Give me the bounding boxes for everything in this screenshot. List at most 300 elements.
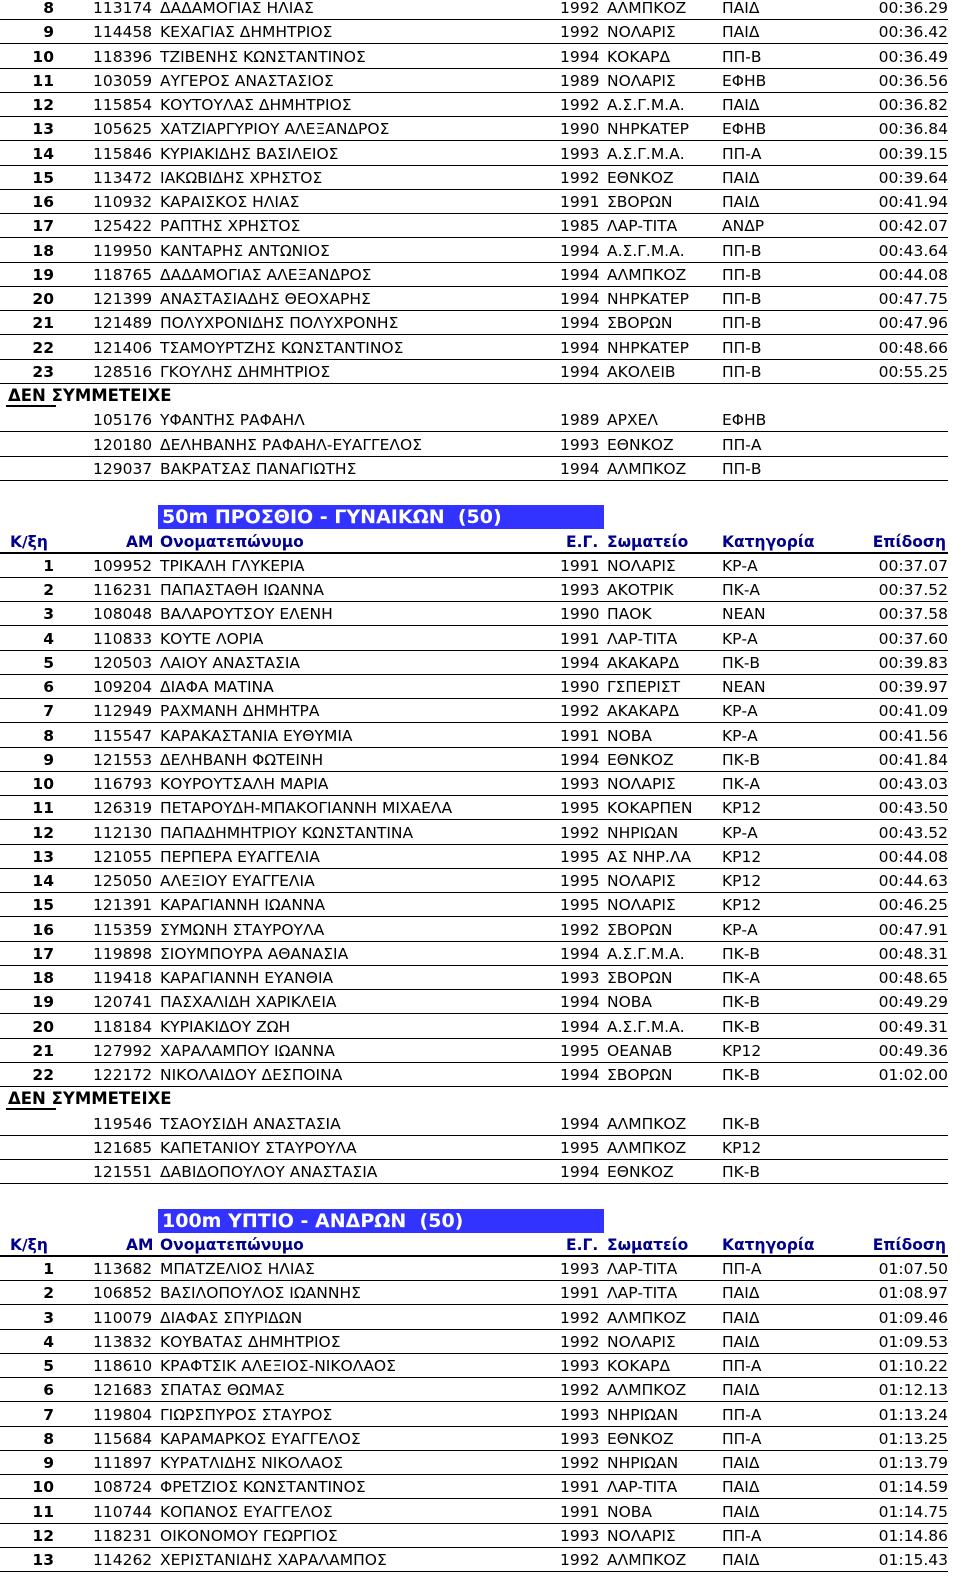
result-row xyxy=(0,651,960,675)
category-cell: ΠΚ-Α xyxy=(722,969,761,987)
result-row xyxy=(0,578,960,602)
am-cell: 121391 xyxy=(93,896,153,915)
year-cell: 1994 xyxy=(560,241,600,260)
club-cell: ΝΟΒΑ xyxy=(607,726,653,745)
club-cell: ΑΛΜΠΚΟΖ xyxy=(607,1381,687,1400)
am-cell: 118396 xyxy=(93,47,153,66)
am-cell: 118765 xyxy=(93,265,153,284)
year-cell: 1991 xyxy=(560,726,600,745)
result-row xyxy=(0,263,960,287)
year-cell: 1994 xyxy=(560,944,600,963)
year-cell: 1993 xyxy=(560,435,600,454)
am-cell: 110744 xyxy=(93,1502,153,1521)
name-cell: ΔΑΒΙΔΟΠΟΥΛΟΥ ΑΝΑΣΤΑΣΙΑ xyxy=(160,1163,378,1181)
am-cell: 118184 xyxy=(93,1017,153,1036)
column-header-row xyxy=(0,1233,960,1257)
result-row xyxy=(0,360,960,384)
time-cell: 00:44.08 xyxy=(878,265,948,284)
name-cell: ΧΑΡΑΛΑΜΠΟΥ ΙΩΑΝΝΑ xyxy=(160,1041,335,1060)
rank-cell: 3 xyxy=(43,605,54,624)
am-cell: 119950 xyxy=(93,241,153,260)
header-name: Ονοματεπώνυμο xyxy=(160,1235,304,1254)
category-cell: ΠΚ-Β xyxy=(722,944,761,963)
rank-cell: 1 xyxy=(43,556,54,575)
category-cell: ΕΦΗΒ xyxy=(722,71,767,90)
category-cell: ΚΡ12 xyxy=(722,1041,762,1060)
name-cell: ΠΕΡΠΕΡΑ ΕΥΑΓΓΕΛΙΑ xyxy=(160,847,320,866)
result-row xyxy=(0,675,960,699)
name-cell: ΔΕΛΗΒΑΝΗΣ ΡΑΦΑΗΛ-ΕΥΑΓΓΕΛΟΣ xyxy=(160,435,422,454)
rank-cell: 15 xyxy=(32,168,54,187)
am-cell: 105625 xyxy=(93,120,153,139)
result-row xyxy=(0,311,960,335)
name-cell: ΚΑΡΑΚΑΣΤΑΝΙΑ ΕΥΘΥΜΙΑ xyxy=(160,726,353,745)
club-cell: ΝΗΡΚΑΤΕΡ xyxy=(607,338,689,357)
time-cell: 00:36.49 xyxy=(878,47,948,66)
did-not-participate-label: ΔΕΝ ΣΥΜΜΕΤΕΙΧΕ xyxy=(8,386,172,405)
name-cell: ΤΖΙΒΕΝΗΣ ΚΩΝΣΤΑΝΤΙΝΟΣ xyxy=(160,47,366,66)
result-row xyxy=(0,602,960,626)
name-cell: ΓΚΟΥΛΗΣ ΔΗΜΗΤΡΙΟΣ xyxy=(160,362,331,381)
name-cell: ΚΟΥΡΟΥΤΣΑΛΗ ΜΑΡΙΑ xyxy=(160,775,329,793)
am-cell: 121553 xyxy=(93,750,153,769)
name-cell: ΤΣΑΟΥΣΙΔΗ ΑΝΑΣΤΑΣΙΑ xyxy=(160,1114,341,1133)
year-cell: 1995 xyxy=(560,847,600,866)
club-cell: ΝΟΒΑ xyxy=(607,993,653,1012)
club-cell: ΕΘΝΚΟΖ xyxy=(607,435,674,454)
category-cell: ΠΑΙΔ xyxy=(722,1478,760,1497)
rank-cell: 19 xyxy=(32,265,54,284)
category-cell: ΚΡ12 xyxy=(722,896,762,915)
time-cell: 01:14.86 xyxy=(878,1526,948,1545)
club-cell: ΝΗΡΚΑΤΕΡ xyxy=(607,120,689,139)
club-cell: ΝΟΛΑΡΙΣ xyxy=(607,71,676,90)
time-cell: 00:41.84 xyxy=(878,750,948,769)
time-cell: 00:49.31 xyxy=(878,1017,948,1036)
am-cell: 115684 xyxy=(93,1429,153,1448)
time-cell: 01:02.00 xyxy=(878,1066,948,1084)
am-cell: 115846 xyxy=(93,144,153,163)
category-cell: ΠΑΙΔ xyxy=(722,168,760,187)
club-cell: ΝΟΛΑΡΙΣ xyxy=(607,1332,676,1351)
result-row xyxy=(0,20,960,44)
rank-cell: 3 xyxy=(43,1308,54,1327)
result-row xyxy=(0,336,960,360)
time-cell: 00:44.63 xyxy=(878,872,948,890)
club-cell: Α.Σ.Γ.Μ.Α. xyxy=(607,96,685,114)
category-cell: ΚΡ-Α xyxy=(722,702,758,721)
time-cell: 01:14.59 xyxy=(878,1478,948,1497)
club-cell: ΑΛΜΠΚΟΖ xyxy=(607,459,687,478)
result-row xyxy=(0,1039,960,1063)
am-cell: 110833 xyxy=(93,629,153,648)
am-cell: 116231 xyxy=(93,581,153,599)
club-cell: ΑΚΑΚΑΡΔ xyxy=(607,702,680,721)
time-cell: 00:39.97 xyxy=(878,678,948,696)
result-row xyxy=(0,1475,960,1499)
header-performance: Επίδοση xyxy=(872,1235,946,1254)
rank-cell: 20 xyxy=(32,290,54,308)
club-cell: ΝΟΛΑΡΙΣ xyxy=(607,1526,676,1545)
time-cell: 00:46.25 xyxy=(878,896,948,915)
club-cell: ΑΚΟΤΡΙΚ xyxy=(607,581,674,599)
result-row xyxy=(0,1427,960,1451)
year-cell: 1993 xyxy=(560,969,600,987)
am-cell: 113832 xyxy=(93,1332,153,1351)
name-cell: ΑΛΕΞΙΟΥ ΕΥΑΓΓΕΛΙΑ xyxy=(160,872,315,890)
result-row xyxy=(0,1403,960,1427)
name-cell: ΚΡΑΦΤΣΙΚ ΑΛΕΞΙΟΣ-ΝΙΚΟΛΑΟΣ xyxy=(160,1357,396,1375)
am-cell: 109952 xyxy=(93,556,153,575)
rank-cell: 9 xyxy=(43,23,54,42)
name-cell: ΚΕΧΑΓΙΑΣ ΔΗΜΗΤΡΙΟΣ xyxy=(160,23,333,42)
club-cell: ΣΒΟΡΩΝ xyxy=(607,1066,673,1084)
label-underline xyxy=(6,405,56,407)
club-cell: ΛΑΡ-ΤΙΤΑ xyxy=(607,1478,678,1497)
column-header-row xyxy=(0,530,960,554)
category-cell: ΚΡ12 xyxy=(722,799,762,818)
year-cell: 1992 xyxy=(560,168,600,187)
rank-cell: 17 xyxy=(32,217,54,236)
name-cell: ΑΝΑΣΤΑΣΙΑΔΗΣ ΘΕΟΧΑΡΗΣ xyxy=(160,290,371,308)
year-cell: 1992 xyxy=(560,823,600,842)
name-cell: ΚΟΠΑΝΟΣ ΕΥΑΓΓΕΛΟΣ xyxy=(160,1502,333,1521)
year-cell: 1991 xyxy=(560,556,600,575)
name-cell: ΚΑΠΕΤΑΝΙΟΥ ΣΤΑΥΡΟΥΛΑ xyxy=(160,1138,357,1157)
category-cell: ΠΚ-Β xyxy=(722,653,761,672)
am-cell: 120180 xyxy=(93,435,153,454)
result-row xyxy=(0,1548,960,1572)
club-cell: ΕΘΝΚΟΖ xyxy=(607,1163,674,1181)
club-cell: ΕΘΝΚΟΖ xyxy=(607,750,674,769)
category-cell: ΠΑΙΔ xyxy=(722,1551,760,1569)
time-cell: 00:48.31 xyxy=(878,944,948,963)
result-row xyxy=(0,724,960,748)
category-cell: ΠΑΙΔ xyxy=(722,0,760,17)
name-cell: ΚΥΡΙΑΚΙΔΗΣ ΒΑΣΙΛΕΙΟΣ xyxy=(160,144,339,163)
category-cell: ΠΑΙΔ xyxy=(722,96,760,114)
name-cell: ΑΥΓΕΡΟΣ ΑΝΑΣΤΑΣΙΟΣ xyxy=(160,71,334,90)
name-cell: ΔΕΛΗΒΑΝΗ ΦΩΤΕΙΝΗ xyxy=(160,750,324,769)
club-cell: ΣΒΟΡΩΝ xyxy=(607,193,673,211)
did-not-participate-label: ΔΕΝ ΣΥΜΜΕΤΕΙΧΕ xyxy=(8,1089,172,1109)
time-cell: 01:09.46 xyxy=(878,1308,948,1327)
am-cell: 112949 xyxy=(93,702,153,721)
am-cell: 105176 xyxy=(93,411,153,430)
rank-cell: 2 xyxy=(43,581,54,599)
time-cell: 00:41.56 xyxy=(878,726,948,745)
header-name: Ονοματεπώνυμο xyxy=(160,532,304,551)
am-cell: 125422 xyxy=(93,217,153,236)
rank-cell: 19 xyxy=(32,993,54,1012)
rank-cell: 8 xyxy=(43,0,54,17)
event-title: 100m ΥΠΤΙΟ - ΑΝΔΡΩΝ (50) xyxy=(158,1209,604,1233)
category-cell: ΠΠ-Α xyxy=(722,1405,762,1424)
row-divider xyxy=(0,1571,948,1572)
club-cell: ΝΗΡΙΩΑΝ xyxy=(607,1405,679,1424)
header-year: Ε.Γ. xyxy=(566,1235,599,1254)
club-cell: Α.Σ.Γ.Μ.Α. xyxy=(607,1017,685,1036)
club-cell: ΚΟΚΑΡΔ xyxy=(607,47,671,66)
category-cell: ΝΕΑΝ xyxy=(722,605,766,624)
am-cell: 114458 xyxy=(93,23,153,42)
name-cell: ΔΙΑΦΑ ΜΑΤΙΝΑ xyxy=(160,678,274,696)
year-cell: 1990 xyxy=(560,678,600,696)
year-cell: 1992 xyxy=(560,702,600,721)
year-cell: 1994 xyxy=(560,1114,600,1133)
name-cell: ΛΑΙΟΥ ΑΝΑΣΤΑΣΙΑ xyxy=(160,653,301,672)
rank-cell: 14 xyxy=(32,144,54,163)
category-cell: ΠΑΙΔ xyxy=(722,193,760,211)
time-cell: 00:44.08 xyxy=(878,847,948,866)
name-cell: ΠΑΣΧΑΛΙΔΗ ΧΑΡΙΚΛΕΙΑ xyxy=(160,993,337,1012)
result-row xyxy=(0,1330,960,1354)
time-cell: 01:09.53 xyxy=(878,1332,948,1351)
name-cell: ΚΑΡΑΙΣΚΟΣ ΗΛΙΑΣ xyxy=(160,193,300,211)
result-row xyxy=(0,69,960,93)
result-row xyxy=(0,1063,960,1087)
am-cell: 126319 xyxy=(93,799,153,818)
event-title: 50m ΠΡΟΣΘΙΟ - ΓΥΝΑΙΚΩΝ (50) xyxy=(158,505,604,529)
rank-cell: 12 xyxy=(32,96,54,114)
name-cell: ΤΡΙΚΑΛΗ ΓΛΥΚΕΡΙΑ xyxy=(160,556,305,575)
result-row xyxy=(0,457,960,481)
am-cell: 109204 xyxy=(93,678,153,696)
result-row xyxy=(0,408,960,432)
year-cell: 1992 xyxy=(560,920,600,939)
time-cell: 00:37.52 xyxy=(878,581,948,599)
result-row xyxy=(0,190,960,214)
row-divider xyxy=(0,480,948,481)
rank-cell: 17 xyxy=(32,944,54,963)
year-cell: 1994 xyxy=(560,290,600,308)
category-cell: ΠΠ-Α xyxy=(722,1526,762,1545)
am-cell: 103059 xyxy=(93,71,153,90)
result-row xyxy=(0,239,960,263)
category-cell: ΠΠ-Α xyxy=(722,1260,762,1278)
time-cell: 00:43.64 xyxy=(878,241,948,260)
time-cell: 00:43.03 xyxy=(878,775,948,793)
category-cell: ΠΠ-Β xyxy=(722,362,762,381)
name-cell: ΥΦΑΝΤΗΣ ΡΑΦΑΗΛ xyxy=(160,411,305,430)
result-row xyxy=(0,1281,960,1305)
club-cell: ΛΑΡ-ΤΙΤΑ xyxy=(607,1260,678,1278)
result-row xyxy=(0,93,960,117)
time-cell: 01:13.79 xyxy=(878,1454,948,1472)
club-cell: ΝΟΛΑΡΙΣ xyxy=(607,775,676,793)
am-cell: 119898 xyxy=(93,944,153,963)
name-cell: ΠΕΤΑΡΟΥΔΗ-ΜΠΑΚΟΓΙΑΝΝΗ ΜΙΧΑΕΛΑ xyxy=(160,799,453,818)
club-cell: Α.Σ.Γ.Μ.Α. xyxy=(607,241,685,260)
year-cell: 1994 xyxy=(560,338,600,357)
am-cell: 121489 xyxy=(93,314,153,333)
category-cell: ΠΑΙΔ xyxy=(722,1381,760,1400)
am-cell: 122172 xyxy=(93,1066,153,1084)
rank-cell: 13 xyxy=(32,847,54,866)
time-cell: 00:47.96 xyxy=(878,314,948,333)
rank-cell: 22 xyxy=(32,338,54,357)
year-cell: 1989 xyxy=(560,71,600,90)
year-cell: 1994 xyxy=(560,47,600,66)
rank-cell: 10 xyxy=(32,775,54,793)
time-cell: 00:36.42 xyxy=(878,23,948,42)
time-cell: 00:36.82 xyxy=(878,96,948,114)
rank-cell: 21 xyxy=(32,314,54,333)
category-cell: ΠΠ-Α xyxy=(722,1429,762,1448)
result-row xyxy=(0,117,960,141)
am-cell: 112130 xyxy=(93,823,153,842)
category-cell: ΠΚ-Β xyxy=(722,1114,761,1133)
am-cell: 115854 xyxy=(93,96,153,114)
result-row xyxy=(0,1354,960,1378)
name-cell: ΔΑΔΑΜΟΓΙΑΣ ΗΛΙΑΣ xyxy=(160,0,314,17)
club-cell: ΑΛΜΠΚΟΖ xyxy=(607,1551,687,1569)
result-row xyxy=(0,796,960,820)
result-row xyxy=(0,893,960,917)
time-cell: 00:43.50 xyxy=(878,799,948,818)
year-cell: 1994 xyxy=(560,459,600,478)
category-cell: ΠΠ-Β xyxy=(722,314,762,333)
result-row xyxy=(0,142,960,166)
name-cell: ΧΑΤΖΙΑΡΓΥΡΙΟΥ ΑΛΕΞΑΝΔΡΟΣ xyxy=(160,120,390,139)
result-row xyxy=(0,942,960,966)
year-cell: 1994 xyxy=(560,1163,600,1181)
year-cell: 1994 xyxy=(560,993,600,1012)
year-cell: 1995 xyxy=(560,1041,600,1060)
category-cell: ΚΡ-Α xyxy=(722,920,758,939)
result-row xyxy=(0,772,960,796)
category-cell: ΠΠ-Β xyxy=(722,241,762,260)
time-cell: 00:39.64 xyxy=(878,168,948,187)
time-cell: 01:13.24 xyxy=(878,1405,948,1424)
category-cell: ΚΡ12 xyxy=(722,847,762,866)
name-cell: ΧΕΡΙΣΤΑΝΙΔΗΣ ΧΑΡΑΛΑΜΠΟΣ xyxy=(160,1551,387,1569)
rank-cell: 4 xyxy=(43,1332,54,1351)
result-row xyxy=(0,1015,960,1039)
year-cell: 1990 xyxy=(560,120,600,139)
name-cell: ΜΠΑΤΖΕΛΙΟΣ ΗΛΙΑΣ xyxy=(160,1260,315,1278)
result-row xyxy=(0,433,960,457)
result-row xyxy=(0,1257,960,1281)
year-cell: 1994 xyxy=(560,1066,600,1084)
time-cell: 01:07.50 xyxy=(878,1260,948,1278)
club-cell: ΣΒΟΡΩΝ xyxy=(607,920,673,939)
header-performance: Επίδοση xyxy=(872,532,946,551)
club-cell: ΟΕΑΝΑΒ xyxy=(607,1041,673,1060)
result-row xyxy=(0,699,960,723)
category-cell: ΚΡ-Α xyxy=(722,823,758,842)
club-cell: ΑΛΜΠΚΟΖ xyxy=(607,1114,687,1133)
rank-cell: 9 xyxy=(43,1454,54,1472)
result-row xyxy=(0,0,960,20)
result-row xyxy=(0,845,960,869)
name-cell: ΡΑΠΤΗΣ ΧΡΗΣΤΟΣ xyxy=(160,217,301,236)
am-cell: 115359 xyxy=(93,920,153,939)
year-cell: 1995 xyxy=(560,872,600,890)
am-cell: 108048 xyxy=(93,605,153,624)
am-cell: 127992 xyxy=(93,1041,153,1060)
time-cell: 01:15.43 xyxy=(878,1551,948,1569)
category-cell: ΠΠ-Α xyxy=(722,435,762,454)
rank-cell: 2 xyxy=(43,1284,54,1303)
club-cell: ΑΚΑΚΑΡΔ xyxy=(607,653,680,672)
club-cell: ΑΛΜΠΚΟΖ xyxy=(607,1138,687,1157)
name-cell: ΠΟΛΥΧΡΟΝΙΔΗΣ ΠΟΛΥΧΡΟΝΗΣ xyxy=(160,314,399,333)
rank-cell: 18 xyxy=(32,969,54,987)
result-row xyxy=(0,748,960,772)
category-cell: ΝΕΑΝ xyxy=(722,678,766,696)
rank-cell: 6 xyxy=(43,678,54,696)
year-cell: 1992 xyxy=(560,1551,600,1569)
time-cell: 00:43.52 xyxy=(878,823,948,842)
header-category: Κατηγορία xyxy=(722,532,815,551)
year-cell: 1993 xyxy=(560,144,600,163)
rank-cell: 18 xyxy=(32,241,54,260)
club-cell: ΛΑΡ-ΤΙΤΑ xyxy=(607,629,678,648)
name-cell: ΟΙΚΟΝΟΜΟΥ ΓΕΩΡΓΙΟΣ xyxy=(160,1526,338,1545)
am-cell: 113472 xyxy=(93,168,153,187)
result-row xyxy=(0,1524,960,1548)
club-cell: ΕΘΝΚΟΖ xyxy=(607,168,674,187)
am-cell: 118610 xyxy=(93,1357,153,1375)
club-cell: ΚΟΚΑΡΠΕΝ xyxy=(607,799,693,818)
result-row xyxy=(0,821,960,845)
category-cell: ΑΝΔΡ xyxy=(722,217,765,236)
header-am: ΑΜ xyxy=(126,1235,154,1254)
time-cell: 00:37.07 xyxy=(878,556,948,575)
am-cell: 119418 xyxy=(93,969,153,987)
category-cell: ΕΦΗΒ xyxy=(722,120,767,139)
header-rank: Κ/ξη xyxy=(10,1235,48,1254)
category-cell: ΠΑΙΔ xyxy=(722,1308,760,1327)
year-cell: 1994 xyxy=(560,314,600,333)
year-cell: 1993 xyxy=(560,1405,600,1424)
label-underline xyxy=(6,1108,56,1110)
category-cell: ΚΡ12 xyxy=(722,872,762,890)
time-cell: 00:55.25 xyxy=(878,362,948,381)
name-cell: ΔΑΔΑΜΟΓΙΑΣ ΑΛΕΞΑΝΔΡΟΣ xyxy=(160,265,372,284)
name-cell: ΙΑΚΩΒΙΔΗΣ ΧΡΗΣΤΟΣ xyxy=(160,168,323,187)
name-cell: ΚΥΡΙΑΚΙΔΟΥ ΖΩΗ xyxy=(160,1017,291,1036)
result-row xyxy=(0,627,960,651)
year-cell: 1994 xyxy=(560,653,600,672)
am-cell: 121399 xyxy=(93,290,153,308)
name-cell: ΚΑΡΑΓΙΑΝΝΗ ΕΥΑΝΘΙΑ xyxy=(160,969,334,987)
category-cell: ΚΡ-Α xyxy=(722,629,758,648)
name-cell: ΒΑΣΙΛΟΠΟΥΛΟΣ ΙΩΑΝΝΗΣ xyxy=(160,1284,361,1303)
rank-cell: 10 xyxy=(32,47,54,66)
name-cell: ΚΑΡΑΓΙΑΝΝΗ ΙΩΑΝΝΑ xyxy=(160,896,326,915)
time-cell: 00:36.56 xyxy=(878,71,948,90)
year-cell: 1995 xyxy=(560,799,600,818)
year-cell: 1993 xyxy=(560,1357,600,1375)
time-cell: 00:49.29 xyxy=(878,993,948,1012)
year-cell: 1992 xyxy=(560,23,600,42)
time-cell: 00:37.58 xyxy=(878,605,948,624)
rank-cell: 13 xyxy=(32,1551,54,1569)
am-cell: 106852 xyxy=(93,1284,153,1303)
time-cell: 00:39.83 xyxy=(878,653,948,672)
result-row xyxy=(0,966,960,990)
name-cell: ΤΣΑΜΟΥΡΤΖΗΣ ΚΩΝΣΤΑΝΤΙΝΟΣ xyxy=(160,338,404,357)
row-divider xyxy=(0,1183,948,1184)
rank-cell: 11 xyxy=(32,71,54,90)
am-cell: 120503 xyxy=(93,653,153,672)
rank-cell: 16 xyxy=(32,193,54,211)
rank-cell: 9 xyxy=(43,750,54,769)
name-cell: ΚΟΥΒΑΤΑΣ ΔΗΜΗΤΡΙΟΣ xyxy=(160,1332,341,1351)
rank-cell: 22 xyxy=(32,1066,54,1084)
